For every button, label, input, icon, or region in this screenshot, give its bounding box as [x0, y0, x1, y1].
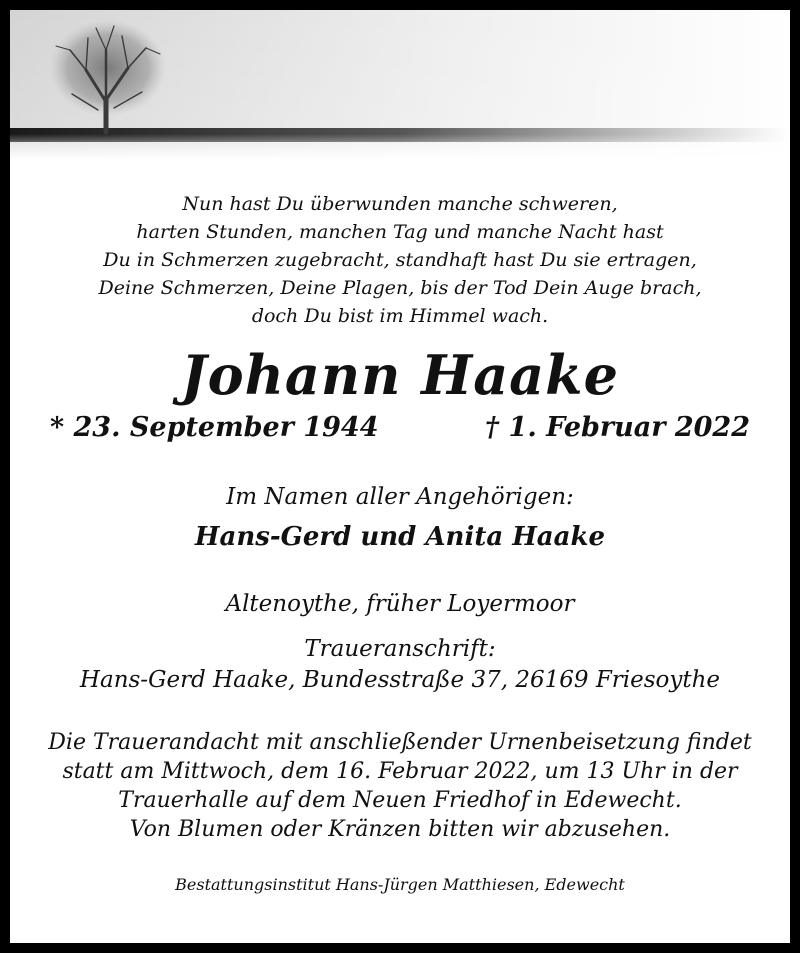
ceremony-line: statt am Mittwoch, dem 16. Februar 2022, um 13 Uhr in der: [62, 759, 738, 784]
death-date: † 1. Februar 2022: [485, 412, 750, 443]
life-dates: [10, 412, 790, 452]
ceremony-line: Die Trauerandacht mit anschließender Urnenbeisetzung findet: [48, 730, 752, 755]
mourners-intro: Im Namen aller Angehörigen:: [226, 484, 574, 510]
ceremony-line: Trauerhalle auf dem Neuen Friedhof in Edewecht.: [118, 788, 682, 813]
mourning-address-label: Traueranschrift:: [304, 636, 496, 662]
mourners-names: Hans-Gerd und Anita Haake: [194, 522, 606, 552]
deceased-name: Johann Haake: [181, 343, 619, 407]
ceremony-line: Von Blumen oder Kränzen bitten wir abzusehen.: [129, 817, 671, 842]
poem-line: doch Du bist im Himmel wach.: [251, 305, 549, 327]
funeral-home: Bestattungsinstitut Hans-Jürgen Matthiesen, Edewecht: [175, 875, 625, 894]
poem-line: harten Stunden, manchen Tag und manche Nacht hast: [136, 221, 664, 243]
poem-line: Nun hast Du überwunden manche schweren,: [182, 193, 618, 215]
birth-date: * 23. September 1944: [50, 412, 379, 443]
ceremony-notice: [10, 728, 790, 844]
poem: [10, 190, 790, 330]
poem-line: Deine Schmerzen, Deine Plagen, bis der Tod Dein Auge brach,: [98, 277, 702, 299]
poem-line: Du in Schmerzen zugebracht, standhaft hast Du sie ertragen,: [103, 249, 697, 271]
tree-landscape-image: [10, 10, 790, 160]
mourning-address: Hans-Gerd Haake, Bundesstraße 37, 26169 Friesoythe: [79, 667, 721, 693]
place-of-residence: Altenoythe, früher Loyermoor: [225, 591, 575, 617]
